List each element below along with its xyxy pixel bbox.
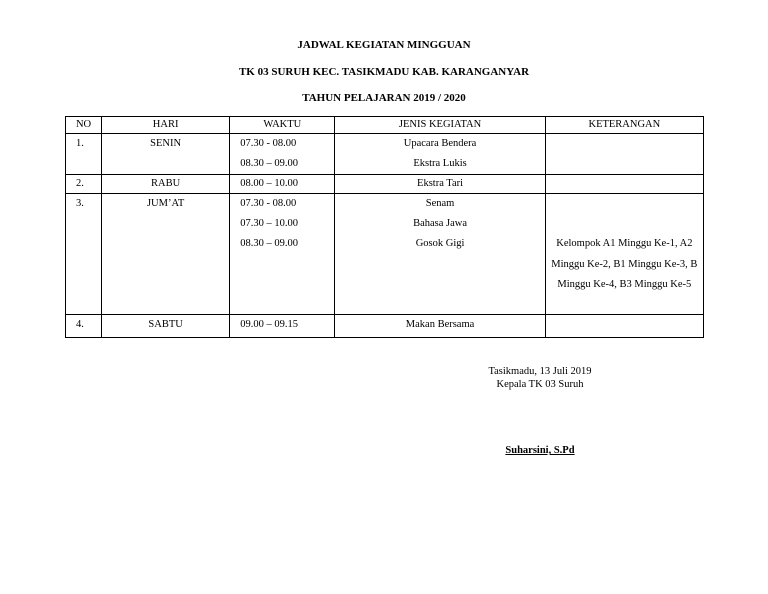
keterangan-text: Kelompok A1 Minggu Ke-1, A2 Minggu Ke-2, B1 Minggu Ke-3, B Minggu Ke-4, B3 Minggu Ke-5 [551,238,698,290]
cell-no: 2. [66,175,102,194]
waktu-entry: 08.30 – 09.00 [240,238,298,249]
cell-hari: RABU [102,175,230,194]
cell-keterangan [545,194,703,315]
cell-waktu [230,134,335,175]
header-hari: HARI [102,117,230,134]
table-row [66,175,704,194]
cell-keterangan [545,315,703,338]
academic-year: TAHUN PELAJARAN 2019 / 2020 [302,92,466,104]
cell-no: 1. [66,134,102,175]
kegiatan-entry: Makan Bersama [405,319,475,330]
cell-waktu [230,175,335,194]
waktu-entry: 09.00 – 09.15 [240,319,298,330]
cell-hari: SABTU [102,315,230,338]
table-header-row [66,117,704,134]
cell-no: 3. [66,194,102,315]
schedule-table [65,116,704,338]
keterangan-spacer [546,194,703,234]
cell-jenis-kegiatan [335,194,545,315]
signature-position: Kepala TK 03 Suruh [496,379,584,390]
header-jenis-kegiatan: JENIS KEGIATAN [335,117,545,134]
kegiatan-entry: Ekstra Tari [417,178,464,189]
table-row [66,315,704,338]
cell-hari: SENIN [102,134,230,175]
kegiatan-entry: Senam [425,198,455,209]
cell-keterangan [545,134,703,175]
kegiatan-entry: Gosok Gigi [415,238,465,249]
waktu-entry: 07.30 - 08.00 [240,198,297,209]
cell-waktu [230,194,335,315]
cell-keterangan [545,175,703,194]
header-no: NO [66,117,102,134]
waktu-entry: 07.30 - 08.00 [240,138,297,149]
cell-jenis-kegiatan [335,134,545,175]
waktu-entry: 08.00 – 10.00 [240,178,298,189]
table-row [66,194,704,315]
signature-name: Suharsini, S.Pd [505,445,575,456]
kegiatan-entry: Upacara Bendera [403,138,477,149]
cell-hari: JUM’AT [102,194,230,315]
header-keterangan: KETERANGAN [545,117,703,134]
table-row [66,134,704,175]
document-title: JADWAL KEGIATAN MINGGUAN [297,39,471,51]
waktu-entry: 08.30 – 09.00 [240,158,298,169]
cell-jenis-kegiatan [335,315,545,338]
waktu-entry: 07.30 – 10.00 [240,218,298,229]
school-name: TK 03 SURUH KEC. TASIKMADU KAB. KARANGANYAR [238,66,530,78]
signature-place-date: Tasikmadu, 13 Juli 2019 [488,366,592,377]
cell-no: 4. [66,315,102,338]
cell-waktu [230,315,335,338]
kegiatan-entry: Ekstra Lukis [413,158,467,169]
kegiatan-entry: Bahasa Jawa [413,218,468,229]
cell-jenis-kegiatan [335,175,545,194]
header-waktu: WAKTU [230,117,335,134]
